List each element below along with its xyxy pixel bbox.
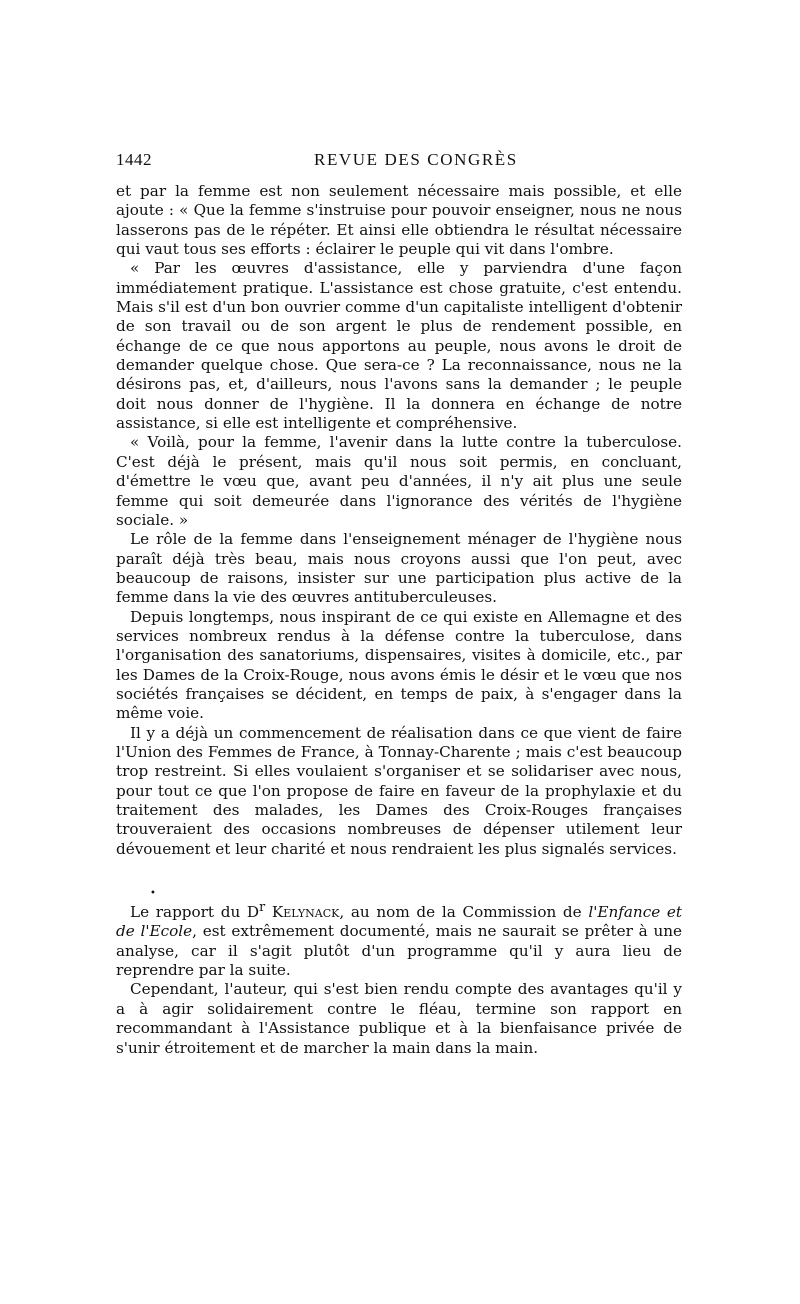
paragraph-continuation: et par la femme est non seulement nécessaire mais possible, et elle ajoute : « Que la femme s'instruise pour pouvoir enseigner, nous ne nous lasserons pas de le répéter. Et ainsi elle obtiendra le résultat nécessaire qui vaut tous ses efforts : éclairer le peuple qui vit dans l'ombre.: [116, 182, 682, 259]
book-page: [116, 150, 682, 1058]
report-author: Kelynack: [271, 903, 340, 922]
report-rest: , est extrêmement documenté, mais ne saurait se prêter à une analyse, car il s'agit plutôt d'un programme qu'il y aura lieu de reprendre par la suite.: [116, 922, 683, 980]
report-after-author: , au nom de la Commission de: [339, 903, 589, 922]
paragraph-red-cross: Depuis longtemps, nous inspirant de ce qui existe en Allemagne et des services nombreux rendus à la défense contre la tuberculose, dans l'organisation des sanatoriums, dispensaires, visites à domicile, etc., par les Dames de la Croix-Rouge, nous avons émis le désir et le vœu que nos sociétés françaises se décident, en temps de paix, à s'engager dans la même voie.: [116, 607, 682, 723]
paragraph-role-of-women: Le rôle de la femme dans l'enseignement ménager de l'hygiène nous paraît déjà très beau, mais nous croyons aussi que l'on peut, avec beaucoup de raisons, insister sur une participation plus active de la femme dans la vie des œuvres antituberculeuses.: [116, 530, 682, 607]
separator-mark: •: [150, 888, 156, 900]
section-separator: [116, 881, 682, 900]
paragraph-union-des-femmes: Il y a déjà un commencement de réalisation dans ce que vient de faire l'Union des Femmes de France, à Tonnay-Charente ; mais c'est beaucoup trop restreint. Si elles voulaient s'organiser et se solidariser avec nous, pour tout ce que l'on propose de faire en faveur de la prophylaxie et du traitement des malades, les Dames des Croix-Rouges françaises trouveraient des occasions nombreuses de dépenser utilement leur dévouement et leur charité et nous rendraient les plus signalés services.: [116, 723, 682, 858]
paragraph-report: [116, 897, 682, 980]
body-text: [116, 182, 682, 1058]
running-head: [116, 150, 682, 174]
paragraph-closing: Cependant, l'auteur, qui s'est bien rendu compte des avantages qu'il y a à agir solidairement contre le fléau, termine son rapport en recommandant à l'Assistance publique et à la bienfaisance privée de s'unir étroitement et de marcher la main dans la main.: [116, 980, 682, 1057]
paragraph-assistance: « Par les œuvres d'assistance, elle y parviendra d'une façon immédiatement pratique. L'assistance est chose gratuite, c'est entendu. Mais s'il est d'un bon ouvrier comme d'un capitaliste intelligent d'obtenir de son travail ou de son argent le plus de rendement possible, en échange de ce que nous apportons au peuple, nous avons le droit de demander quelque chose. Que sera-ce ? La reconnaissance, nous ne la désirons pas, et, d'ailleurs, nous l'avons sans la demander ; le peuple doit nous donner de l'hygiène. Il la donnera en échange de notre assistance, si elle est intelligente et compréhensive.: [116, 259, 682, 433]
report-lead: Le rapport du D: [130, 903, 260, 922]
doctor-superscript: r: [259, 899, 266, 915]
journal-title: REVUE DES CONGRÈS: [314, 150, 518, 169]
report-commission: l'Enfance et de l'Ecole: [116, 903, 682, 941]
paragraph-tuberculosis: « Voilà, pour la femme, l'avenir dans la lutte contre la tuberculose. C'est déjà le présent, mais qu'il nous soit permis, en concluant, d'émettre le vœu que, avant peu d'années, il n'y ait plus une seule femme qui soit demeurée dans l'ignorance des vérités de l'hygiène sociale. »: [116, 433, 682, 529]
page-number: 1442: [116, 150, 152, 169]
